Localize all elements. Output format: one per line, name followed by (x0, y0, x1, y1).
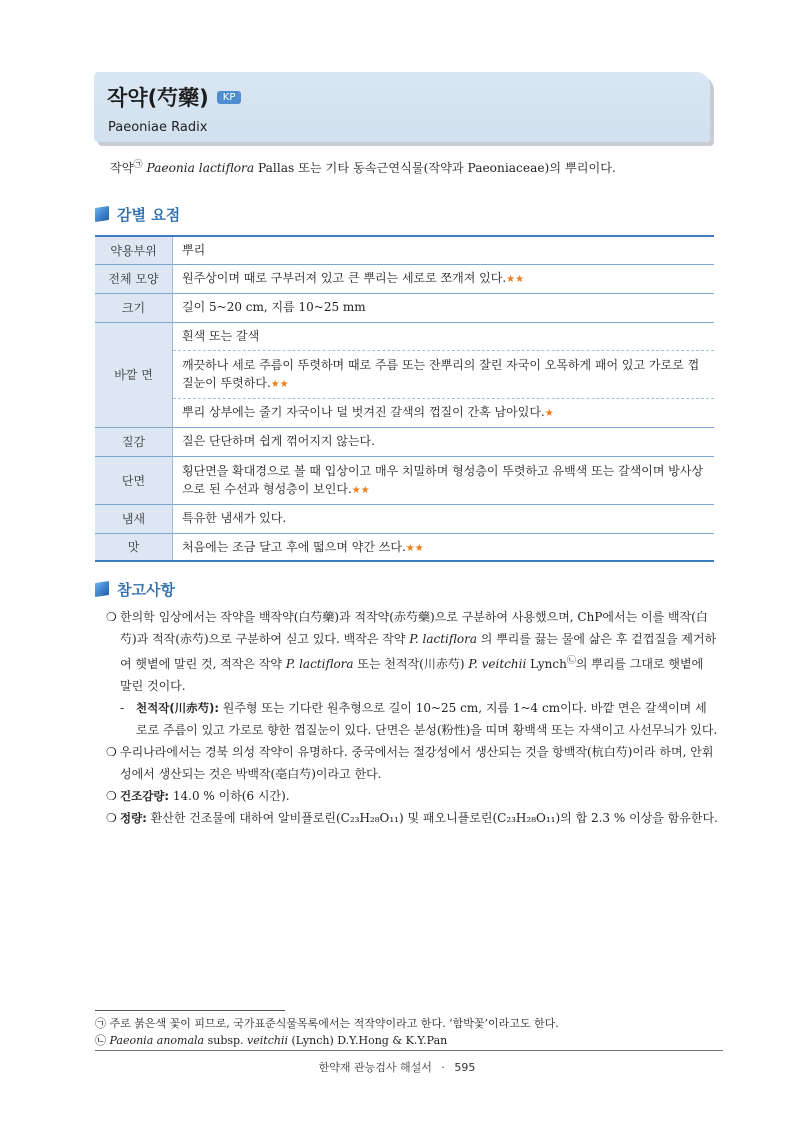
table-row (95, 456, 714, 504)
table-row (95, 293, 714, 322)
latin-name: Paeoniae Radix (108, 120, 208, 135)
list-item: ❍ 한의학 임상에서는 작약을 백작약(白芍藥)과 적작약(赤芍藥)으로 구분하여 사용했으며, ChP에서는 이를 백작(白芍)과 적작(赤芍)으로 구분하여 싣고 있다. 백작은 작약 P. lactiflora 의 뿌리를 끓는 물에 삶은 후 겉껍질을 제거하여 햇볕에 말린 것, 적작은 작약 P. lactiflora 또는 천적작(川赤芍) P. veitchii Lynch㉡의 뿌리를 그대로 햇볕에 말린 것이다. (106, 606, 718, 697)
table-row (95, 427, 714, 456)
footnote-1: ㉠ 주로 붉은색 꽃이 피므로, 국가표준식물목록에서는 적작약이라고 한다. ‘함박꽃’이라고도 한다. (95, 1017, 559, 1030)
footnote-divider (95, 1010, 285, 1011)
section-references-title: 참고사항 (117, 581, 175, 599)
list-item: - 천적작(川赤芍): 원주형 또는 기다란 원추형으로 길이 10~25 cm, 지름 1~4 cm이다. 바깥 면은 갈색이며 세로로 주름이 있고 가로로 향한 껍질눈이 있다. 단면은 분성(粉性)을 띠며 황백색 또는 자색이고 사선무늬가 있다. (106, 697, 718, 741)
footnote-mark-1[interactable]: ㉠ (133, 160, 143, 170)
row-label: 질감 (95, 427, 173, 456)
references-list (106, 606, 718, 829)
list-item: ❍ 건조감량: 14.0 % 이하(6 시간). (106, 785, 718, 807)
footnote-mark-2[interactable]: ㉡ (566, 656, 576, 666)
row-label: 단면 (95, 456, 173, 504)
section-references (95, 579, 175, 600)
intro-text (110, 157, 710, 176)
identification-table (95, 235, 714, 562)
page-footer (0, 1059, 794, 1075)
cube-icon (95, 581, 109, 597)
row-value: 원주상이며 때로 구부러져 있고 큰 뿌리는 세로로 쪼개져 있다.★★ (173, 264, 715, 293)
star-icon: ★★ (270, 379, 289, 391)
book-title: 한약재 관능검사 해설서 (318, 1061, 432, 1074)
row-value: 깨끗하나 세로 주름이 뚜렷하며 때로 주름 또는 잔뿌리의 잘린 자국이 오목하게 패어 있고 가로로 껍질눈이 뚜렷하다.★★ (173, 350, 715, 398)
intro-post: Pallas 또는 기타 동속근연식물(작약과 Paeoniaceae)의 뿌리이다. (254, 161, 616, 176)
circle-bullet-icon: ❍ (106, 811, 117, 825)
star-icon: ★★ (506, 274, 525, 286)
row-label: 약용부위 (95, 236, 173, 264)
footer-separator: · (441, 1061, 445, 1074)
table-row (95, 504, 714, 533)
circle-bullet-icon: ❍ (106, 745, 117, 759)
circle-bullet-icon: ❍ (106, 610, 117, 624)
list-item: ❍ 우리나라에서는 경북 의성 작약이 유명하다. 중국에서는 절강성에서 생산되는 것을 항백작(杭白芍)이라 하며, 안휘성에서 생산되는 것은 박백작(亳白芍)이라고 한다. (106, 741, 718, 785)
row-label: 냄새 (95, 504, 173, 533)
section-identification-title: 감별 요점 (117, 206, 181, 224)
row-value: 횡단면을 확대경으로 볼 때 입상이고 매우 치밀하며 형성층이 뚜렷하고 유백색 또는 갈색이며 방사상으로 된 수선과 형성층이 보인다.★★ (173, 456, 715, 504)
page-footer-divider (95, 1050, 723, 1051)
page-number: 595 (454, 1061, 476, 1074)
row-value: 뿌리 상부에는 줄기 자국이나 덜 벗겨진 갈색의 껍질이 간혹 남아있다.★ (173, 398, 715, 427)
row-value: 흰색 또는 갈색 (173, 322, 715, 350)
intro-species: Paeonia lactiflora (146, 161, 255, 176)
table-row (95, 398, 714, 427)
footnotes (95, 1015, 715, 1049)
row-label: 크기 (95, 293, 173, 322)
title-box (94, 72, 710, 142)
circle-bullet-icon: ❍ (106, 789, 117, 803)
table-row (95, 350, 714, 398)
row-value: 처음에는 조금 달고 후에 떫으며 약간 쓰다.★★ (173, 533, 715, 561)
intro-pre: 작약 (110, 161, 134, 176)
table-row (95, 322, 714, 350)
table-row (95, 236, 714, 264)
row-value: 길이 5~20 cm, 지름 10~25 mm (173, 293, 715, 322)
section-identification (95, 204, 180, 225)
table-row (95, 533, 714, 561)
star-icon: ★★ (405, 542, 424, 554)
row-label: 바깥 면 (95, 322, 173, 427)
row-label: 맛 (95, 533, 173, 561)
title-text: 작약(芍藥) (107, 86, 209, 110)
dash-bullet: - (120, 701, 125, 715)
footnote-2: ㉡ Paeonia anomala subsp. veitchii (Lynch) D.Y.Hong & K.Y.Pan (95, 1034, 448, 1047)
list-item: ❍ 정량: 환산한 건조물에 대하여 알비플로린(C₂₃H₂₈O₁₁) 및 패오니플로린(C₂₃H₂₈O₁₁)의 합 2.3 % 이상을 함유한다. (106, 807, 718, 829)
kp-badge: KP (217, 91, 242, 104)
star-icon: ★ (544, 408, 554, 420)
row-value: 뿌리 (173, 236, 715, 264)
page-title (107, 82, 241, 112)
star-icon: ★★ (351, 485, 370, 497)
cube-icon (95, 206, 109, 222)
table-row (95, 264, 714, 293)
row-label: 전체 모양 (95, 264, 173, 293)
row-value: 특유한 냄새가 있다. (173, 504, 715, 533)
row-value: 질은 단단하며 쉽게 꺾어지지 않는다. (173, 427, 715, 456)
